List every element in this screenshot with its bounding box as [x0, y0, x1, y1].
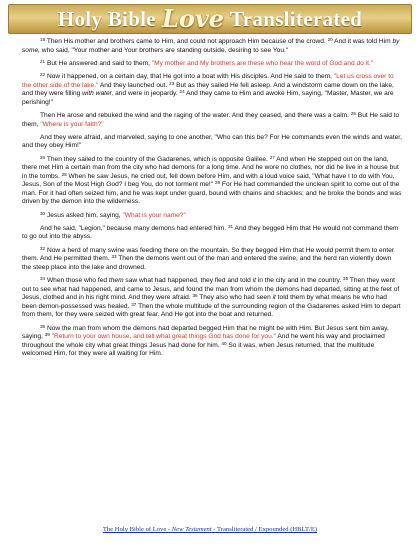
verse-text: For He had commanded the unclean spirit to come out of the man. For it had often seized him, and he was kept under guard, bound with chains and shackles; and he broke the bonds and was driven by the demon into the wilderness.: [22, 181, 402, 206]
verse-number: 38: [40, 323, 46, 329]
verse-text: Now the man from whom the demons had departed begged Him that he might be with Him. But Jesus sent him away, saying,: [22, 324, 389, 341]
paragraph: [22, 247, 402, 273]
verse-text: told them by what means he who had been demon-possessed was healed.: [22, 294, 387, 310]
verse-text: Then the whole multitude of the surrounding region of the Gadarenes asked Him to depart from them, for they were seized with great fear. And He got into the boat and returned.: [22, 302, 401, 319]
verse-text: And they came to Him and awoke Him, saying, "Master, Master, we are perishing!": [22, 90, 394, 106]
scripture-text: [22, 38, 402, 364]
verse-number: 37: [131, 301, 137, 307]
verse-text: And they were afraid, and marveled, saying to one another, "Who can this be? For He commands even the winds and water, and they obey Him!": [22, 133, 402, 150]
verse-italic: by some,: [22, 38, 400, 54]
verse-number: 30: [40, 210, 46, 216]
header-title-right: Transliterated: [230, 6, 363, 31]
verse-text: But He said to them,: [22, 111, 400, 128]
verse-text: And he went his way and proclaimed throughout the whole city what great things Jesus had done for him.: [22, 333, 385, 349]
verse-text: Then He arose and rebuked the wind and the raging of the water. And they ceased, and there was a calm.: [40, 111, 351, 119]
words-of-jesus: "What is your name?": [122, 211, 186, 219]
footer-edition: - Transliterated / Expounded (HBLT/E): [211, 526, 318, 533]
verse-number: 35: [343, 276, 349, 281]
footer-link[interactable]: [0, 526, 420, 533]
paragraph: [22, 277, 402, 320]
verse-number: 36: [192, 293, 198, 299]
footer-title: The Holy Bible of Love -: [102, 526, 172, 533]
verse-number: 28: [61, 171, 67, 177]
verse-number: 27: [269, 154, 275, 160]
verse-italic: it: [272, 294, 276, 302]
header-title-love: Love: [161, 3, 225, 33]
verse-text: and were in jeopardy.: [113, 90, 180, 98]
verse-text: Jesus asked him, saying,: [45, 211, 123, 219]
words-of-jesus: "Return to your own house, and tell what great things God has done for you.": [49, 333, 276, 341]
header-title-left: Holy Bible: [57, 6, 156, 31]
verse-text: And when He stepped out on the land, there met Him a certain man from the city who had demons for a long time. And he wore no clothes, nor did he live in a house but in the tombs.: [22, 155, 399, 180]
verse-text: Now it happened, on a certain day, that He got into a boat with His disciples. And He said to them,: [45, 72, 334, 80]
verse-text: And he said, "Legion," because many demons had entered him.: [40, 224, 228, 232]
verse-italic: them: [108, 277, 124, 284]
verse-number: 19: [40, 37, 46, 42]
verse-text: Then they went out to see what had happened, and came to Jesus, and found the man from whom the demons had departed, sitting at the feet of Jesus, clothed and in his right mind. And they were afraid.: [22, 277, 400, 302]
verse-text: And it was told Him: [332, 38, 393, 45]
verse-number: 21: [40, 58, 46, 64]
verse-number: 39: [44, 332, 50, 338]
paragraph: [22, 225, 402, 242]
verse-text: who said, "Your mother and Your brothers are standing outside, desiring to see You.": [39, 46, 289, 54]
verse-text: in the city and in the country.: [255, 277, 344, 284]
verse-text: And they begged Him that He would not command them to go out into the abyss.: [22, 224, 399, 241]
verse-number: 31: [227, 223, 234, 229]
footer-testament: New Testament: [171, 526, 212, 533]
verse-text: So it was, when Jesus returned, that the multitude welcomed Him, for they were all waiting for Him.: [22, 341, 375, 358]
verse-number: 25: [350, 110, 356, 116]
verse-text: Then they sailed to the country of the Gadarenes, which is opposite Galilee.: [45, 155, 270, 163]
paragraph: [22, 112, 402, 129]
verse-text: And they launched out.: [98, 81, 170, 89]
verse-text: Then His mother and brothers came to Him, and could not approach Him because of the crowd.: [45, 38, 328, 45]
paragraph: [22, 156, 402, 208]
verse-text: When those who fed: [45, 277, 109, 284]
paragraph: [22, 73, 402, 107]
verse-text: saw what had happened, they fled and told: [123, 277, 253, 284]
words-of-jesus: "Let us cross over to the other side of the lake.": [22, 72, 394, 89]
verse-text: But He answered and said to them,: [45, 59, 152, 67]
verse-number: 34: [40, 276, 46, 281]
verse-number: 32: [40, 245, 46, 251]
verse-text: When he saw Jesus, he cried out, fell down before Him, and with a loud voice said, "What have I to do with You, Jesus, Son of the Most High God? I beg You, do not torment me!": [22, 172, 395, 189]
paragraph: [22, 325, 402, 359]
words-of-jesus: "My mother and My brothers are these who hear the word of God and do it.": [151, 59, 374, 67]
verse-number: 33: [111, 254, 117, 260]
page-header-banner: [8, 4, 412, 34]
verse-number: 29: [214, 180, 221, 186]
verse-italic: with water,: [82, 90, 114, 98]
verse-number: 23: [169, 80, 175, 86]
verse-text: But as they sailed He fell asleep. And a windstorm came down on the lake, and they were filling: [22, 81, 394, 98]
verse-italic: it: [252, 277, 256, 284]
paragraph: [22, 134, 402, 151]
paragraph: [22, 38, 402, 55]
verse-text: They also who had seen: [197, 294, 273, 302]
paragraph: [22, 60, 402, 69]
verse-number: 20: [327, 37, 333, 42]
verse-text: Then the demons went out of the man and entered the swine, and the herd ran violently down the steep place into the lake and drowned.: [22, 255, 392, 271]
paragraph: [22, 212, 402, 221]
verse-text: Now a herd of many swine was feeding there on the mountain. So they begged Him that He would permit them to enter them. And He permitted them.: [22, 246, 395, 263]
verse-number: 26: [40, 154, 46, 160]
verse-number: 22: [40, 71, 46, 77]
words-of-jesus: "Where is your faith?": [40, 120, 104, 128]
verse-number: 40: [221, 340, 227, 346]
verse-number: 24: [179, 89, 185, 95]
